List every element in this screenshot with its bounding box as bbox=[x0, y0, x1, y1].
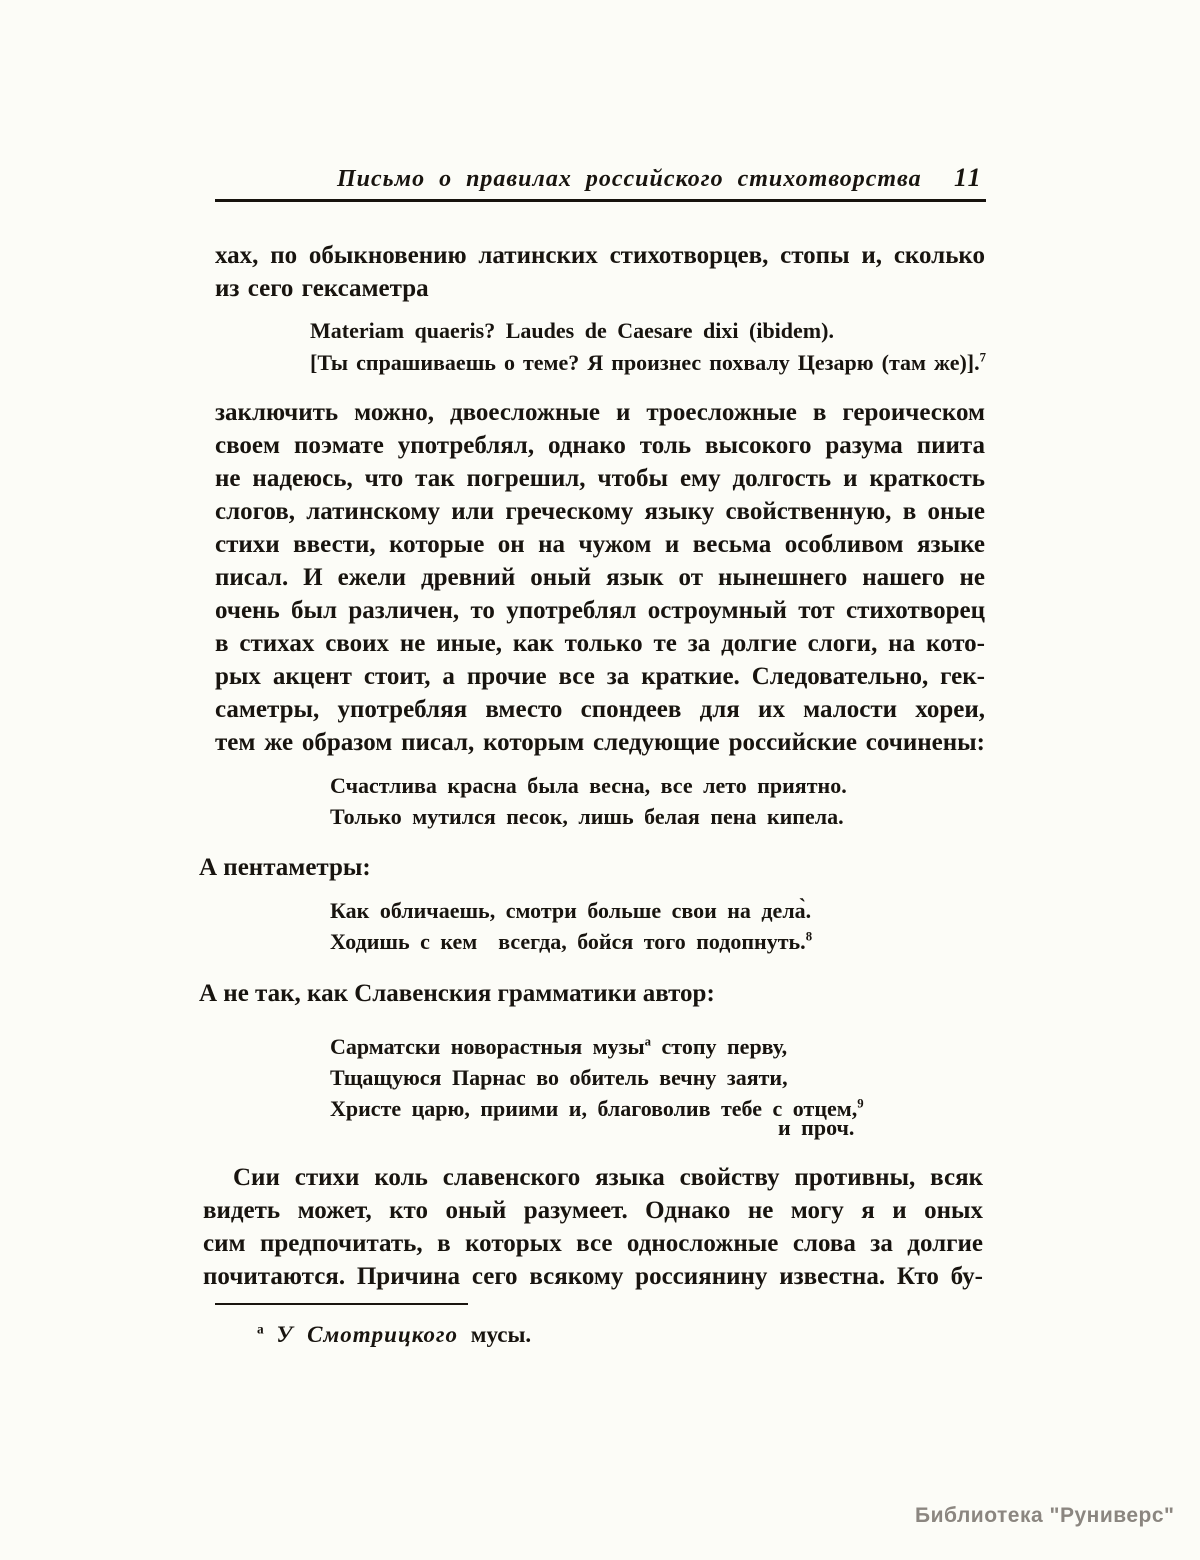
footnote bbox=[257, 1318, 531, 1351]
footnote-source: У Смотрицкого bbox=[276, 1322, 459, 1347]
footnote-text: мусы. bbox=[470, 1322, 532, 1347]
latin-quote-with-translation bbox=[310, 315, 986, 379]
text-line: в стихах своих не иные, как только те за долгие слоги, на кото- bbox=[215, 630, 985, 657]
text-line: слогов, латинскому или греческому языку свойственную, в оные bbox=[215, 498, 985, 525]
text-line: саметры, употребляя вместо спондеев для их малости хореи, bbox=[215, 696, 985, 723]
page-number: 11 bbox=[954, 163, 983, 192]
text-line: писал. И ежели древний оный язык от нынешнего нашего не bbox=[215, 564, 985, 591]
text-line: стихи ввести, которые он на чужом и весьма особливом языке bbox=[215, 531, 985, 558]
library-watermark: Библиотека "Руниверс" bbox=[915, 1504, 1175, 1527]
header-rule bbox=[215, 199, 986, 202]
text-line: Сарматски новорастныя музы$^а$ стопу перву, bbox=[330, 1034, 788, 1059]
verse-etcetera: и проч. bbox=[778, 1115, 855, 1140]
running-header-title: Письмо о правилах российского стихотворства bbox=[337, 166, 922, 192]
text-line: Счастлива красна была весна, все лето приятно. bbox=[330, 773, 847, 798]
text-line: Сии стихи коль славенского языка свойству противны, всяк bbox=[233, 1164, 983, 1191]
text-line: не надеюсь, что так погрешил, чтобы ему долгость и краткость bbox=[215, 465, 985, 492]
text-line: Ходишь с кем всегда, бойся того подопнуть.$^8$ bbox=[330, 929, 813, 954]
text-line: хах, по обыкновению латинских стихотворцев, стопы и, сколько bbox=[215, 242, 985, 269]
main-paragraph bbox=[215, 396, 985, 759]
pentameter-example-verse bbox=[330, 895, 986, 957]
paragraph-continuation bbox=[215, 239, 985, 305]
text-line: [Ты спрашиваешь о теме? Я произнес похвалу Цезарю (там же)].$^7$ bbox=[310, 350, 986, 375]
text-line: почитаются. Причина сего всякому россиянину известна. Кто бу- bbox=[203, 1263, 983, 1290]
text-line: своем поэмате употреблял, однако толь высокого разума пиита bbox=[215, 432, 985, 459]
text-line: Тщащуюся Парнас во обитель вечну заяти, bbox=[330, 1065, 788, 1090]
text-line: из сего гексаметра bbox=[215, 275, 429, 302]
slavic-example-verse bbox=[330, 1031, 986, 1124]
footnote-rule bbox=[215, 1303, 468, 1305]
pentameter-label: А пентаметры: bbox=[199, 854, 371, 881]
text-line: тем же образом писал, которым следующие российские сочинены: bbox=[215, 729, 985, 756]
hexameter-example-verse bbox=[330, 770, 986, 832]
text-line: Только мутился песок, лишь белая пена кипела. bbox=[330, 804, 844, 829]
text-line: рых акцент стоит, а прочие все за краткие. Следовательно, гек- bbox=[215, 663, 985, 690]
closing-paragraph bbox=[203, 1161, 983, 1293]
text-line: видеть может, кто оный разумеет. Однако не могу я и оных bbox=[203, 1197, 983, 1224]
text-line: Как обличаешь, смотри больше свои на дела̀. bbox=[330, 898, 812, 923]
text-line: Христе царю, приими и, благоволив тебе с отцем,$^9$ bbox=[330, 1096, 864, 1121]
footnote-marker: а bbox=[257, 1321, 264, 1337]
text-line: заключить можно, двоесложные и троесложные в героическом bbox=[215, 399, 985, 426]
text-line: сим предпочитать, в которых все односложные слова за долгие bbox=[203, 1230, 983, 1257]
slavic-grammar-label: А не так, как Славенския грамматики автор: bbox=[199, 980, 715, 1007]
text-line: Materiam quaeris? Laudes de Caesare dixi (ibidem). bbox=[310, 318, 834, 343]
text-line: очень был различен, то употреблял остроумный тот стихотворец bbox=[215, 597, 985, 624]
